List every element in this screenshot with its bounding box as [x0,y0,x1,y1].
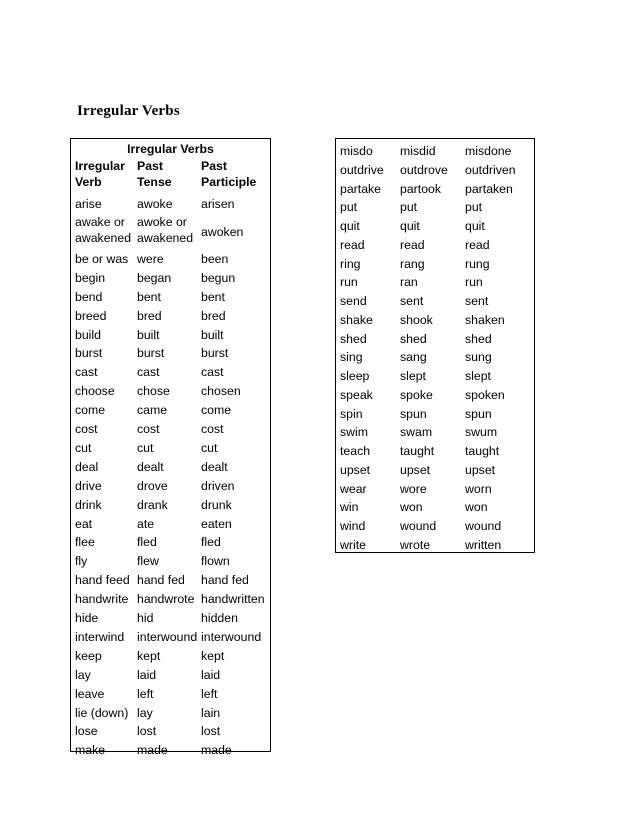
table-row [336,292,534,311]
table-cell: upset [465,462,496,477]
table-row [336,517,534,536]
table-cell: chosen [201,384,241,399]
table-cell: lie (down) [75,705,129,720]
table-cell: begin [75,270,106,285]
table-cell: read [340,237,365,252]
table-row [71,666,270,685]
table-row [336,480,534,499]
table-cell: began [137,270,172,285]
table-cell: handwritten [201,592,265,607]
table-cell: worn [465,481,492,496]
table-row [336,217,534,236]
header-line: Verb [75,175,102,189]
table-cell: ate [137,516,155,531]
table-cell: flee [75,535,95,550]
table-cell: build [75,327,101,342]
table-cell: fly [75,554,88,569]
table-cell: cut [137,440,154,455]
table-cell: flew [137,554,159,569]
table-cell: put [465,200,483,215]
table-cell: drink [75,497,102,512]
table-cell: built [201,327,224,342]
table-row [336,442,534,461]
table-cell: hid [137,611,154,625]
table-row [336,180,534,199]
table-cell: rung [465,256,490,271]
table-cell: outdriven [465,162,516,177]
table-cell: made [201,743,232,758]
table-cell: be or was [75,251,129,266]
table-cell: cut [75,440,92,455]
header-line: Past [137,159,163,173]
table-row [71,195,270,214]
table-cell: fled [137,535,157,550]
table-cell: teach [340,444,371,458]
table-cell: been [201,251,229,266]
table-cell: sent [400,294,424,308]
table-cell: dealt [137,459,164,474]
header-line: Past [201,159,227,173]
table-row [71,477,270,496]
table-row [336,386,534,405]
table-row [71,307,270,326]
table-header-row [71,159,270,193]
table-cell: interwound [137,629,198,644]
table-row [336,311,534,330]
table-cell: wear [340,481,367,496]
table-cell: put [340,200,358,215]
table-cell: begun [201,270,236,285]
table-cell: bent [137,289,161,304]
table-cell: outdrive [340,162,384,177]
table-cell: lay [75,667,91,682]
table-row [71,704,270,723]
table-row [71,685,270,704]
table-cell: sung [465,350,492,365]
table-cell: read [465,237,490,252]
table-row [71,496,270,515]
table-cell: awoke [137,197,173,211]
table-cell: cast [75,365,98,380]
table-cell: left [201,686,218,701]
table-row [336,255,534,274]
table-cell: handwrote [137,592,195,607]
table-row [71,722,270,741]
table-row [71,647,270,666]
table-row [336,498,534,517]
table-cell: shook [400,312,433,327]
table-cell: awoke or awakened [137,214,194,245]
table-cell: cast [201,365,224,380]
table-row [336,536,534,555]
table-cell: chose [137,384,170,399]
table-cell: ring [340,256,361,271]
table-cell: kept [137,648,161,663]
table-row [336,142,534,161]
irregular-verbs-table-right [335,138,535,553]
table-row [71,401,270,420]
table-cell: cost [75,422,98,436]
table-caption: Irregular Verbs [127,142,214,156]
table-cell: hidden [201,611,238,625]
table-cell: spun [400,406,427,421]
table-cell: sang [400,350,427,365]
table-row [336,330,534,349]
table-cell: bred [137,308,162,323]
table-cell: arise [75,197,102,211]
table-cell: lost [201,724,221,739]
table-cell: rang [400,256,425,271]
table-cell: come [75,403,106,418]
table-cell: lose [75,724,98,739]
table-cell: wore [400,481,427,496]
table-cell: leave [75,686,105,701]
table-cell: misdo [340,144,373,158]
table-cell: partaken [465,181,513,196]
table-cell: cost [201,422,224,436]
table-cell: won [465,500,488,515]
table-cell: send [340,294,367,308]
table-cell: shed [340,331,367,346]
table-row [71,515,270,534]
table-cell: quit [340,219,360,233]
header-past-participle [201,159,256,189]
table-row [71,382,270,401]
table-row [336,273,534,292]
table-row [71,363,270,382]
table-cell: dealt [201,459,228,474]
table-cell: came [137,403,168,418]
table-cell: spoke [400,387,433,402]
table-cell: sleep [340,369,370,383]
table-row [336,367,534,386]
table-cell: partake [340,181,382,196]
table-cell: wrote [400,537,431,552]
table-cell: won [400,500,423,515]
table-row [71,420,270,439]
table-row [71,326,270,345]
table-row [71,288,270,307]
table-row [71,458,270,477]
table-cell: deal [75,459,99,474]
table-cell: slept [400,369,426,383]
table-row [71,214,270,250]
table-cell: shed [400,331,427,346]
table-cell: burst [137,346,165,361]
header-line: Irregular [75,159,125,173]
table-cell: quit [400,219,420,233]
table-cell: eaten [201,516,232,531]
table-cell: partook [400,181,442,196]
table-cell: hide [75,611,99,625]
table-cell: bend [75,289,103,304]
table-cell: swim [340,425,369,440]
table-cell: breed [75,308,107,323]
table-cell: cast [137,365,160,380]
table-cell: taught [400,444,435,458]
table-cell: handwrite [75,592,129,607]
table-cell: flown [201,554,230,569]
table-cell: drive [75,478,102,493]
table-row [336,423,534,442]
table-cell: misdone [465,144,512,158]
table-cell: hand fed [137,573,185,588]
table-cell: put [400,200,418,215]
table-cell: wind [340,519,366,533]
table-cell: bent [201,289,225,304]
table-row [71,571,270,590]
table-cell: speak [340,387,373,402]
table-cell: shake [340,312,373,327]
header-irregular-verb [75,159,125,189]
table-cell: drove [137,478,168,493]
table-row [71,344,270,363]
table-cell: run [465,275,483,290]
table-row [71,269,270,288]
table-cell: sing [340,350,363,365]
table-cell: left [137,686,154,701]
table-cell: write [340,537,366,552]
table-cell: spun [465,406,492,421]
table-cell: burst [75,346,103,361]
table-cell: drunk [201,497,232,512]
table-cell: kept [201,648,225,663]
table-cell: burst [201,346,229,361]
header-past-tense [137,159,172,189]
table-cell: lay [137,705,153,720]
table-cell: awoken [201,224,244,239]
table-cell: misdid [400,144,436,158]
table-cell: shaken [465,312,505,327]
table-row [71,552,270,571]
table-cell: slept [465,369,491,383]
table-row [71,250,270,269]
table-cell: laid [137,667,157,682]
table-cell: win [340,500,359,515]
table-row [71,533,270,552]
table-cell: come [201,403,232,418]
table-cell: spoken [465,387,505,402]
table-cell: hand fed [201,573,249,588]
table-cell: ran [400,275,418,290]
table-cell: hand feed [75,573,130,588]
table-cell: cost [137,422,160,436]
table-cell: sent [465,294,489,308]
table-cell: interwind [75,629,125,644]
header-line: Participle [201,175,257,189]
table-cell: were [137,251,164,266]
table-cell: arisen [201,197,235,211]
table-cell: shed [465,331,492,346]
table-cell: wound [465,519,502,533]
table-cell: made [137,743,168,758]
table-cell: swum [465,425,498,440]
table-cell: eat [75,516,93,531]
table-row [71,590,270,609]
table-row [71,609,270,628]
table-cell: taught [465,444,500,458]
table-row [71,741,270,760]
table-cell: spin [340,406,363,421]
table-cell: awake or awakened [75,214,132,245]
table-row [336,405,534,424]
table-cell: fled [201,535,221,550]
table-cell: swam [400,425,433,440]
header-line: Tense [137,175,172,189]
table-cell: laid [201,667,221,682]
table-cell: driven [201,478,235,493]
irregular-verbs-table-left [70,138,271,758]
table-cell: built [137,327,160,342]
table-row [336,198,534,217]
table-cell: bred [201,308,226,323]
table-cell: written [465,537,502,552]
table-cell: lain [201,705,221,720]
table-cell: keep [75,648,102,663]
table-row [336,161,534,180]
table-cell: wound [400,519,437,533]
table-cell: quit [465,219,485,233]
table-cell: interwound [201,629,262,644]
page-heading: Irregular Verbs [77,103,180,119]
table-cell: upset [340,462,371,477]
table-row [336,348,534,367]
table-row [336,461,534,480]
table-cell: drank [137,497,168,512]
table-cell: cut [201,440,218,455]
table-cell: outdrove [400,162,448,177]
table-cell: choose [75,384,115,399]
table-row [71,628,270,647]
table-cell: read [400,237,425,252]
table-cell: upset [400,462,431,477]
table-row [71,439,270,458]
table-cell: run [340,275,358,290]
table-row [336,236,534,255]
table-cell: make [75,743,106,758]
table-cell: lost [137,724,157,739]
